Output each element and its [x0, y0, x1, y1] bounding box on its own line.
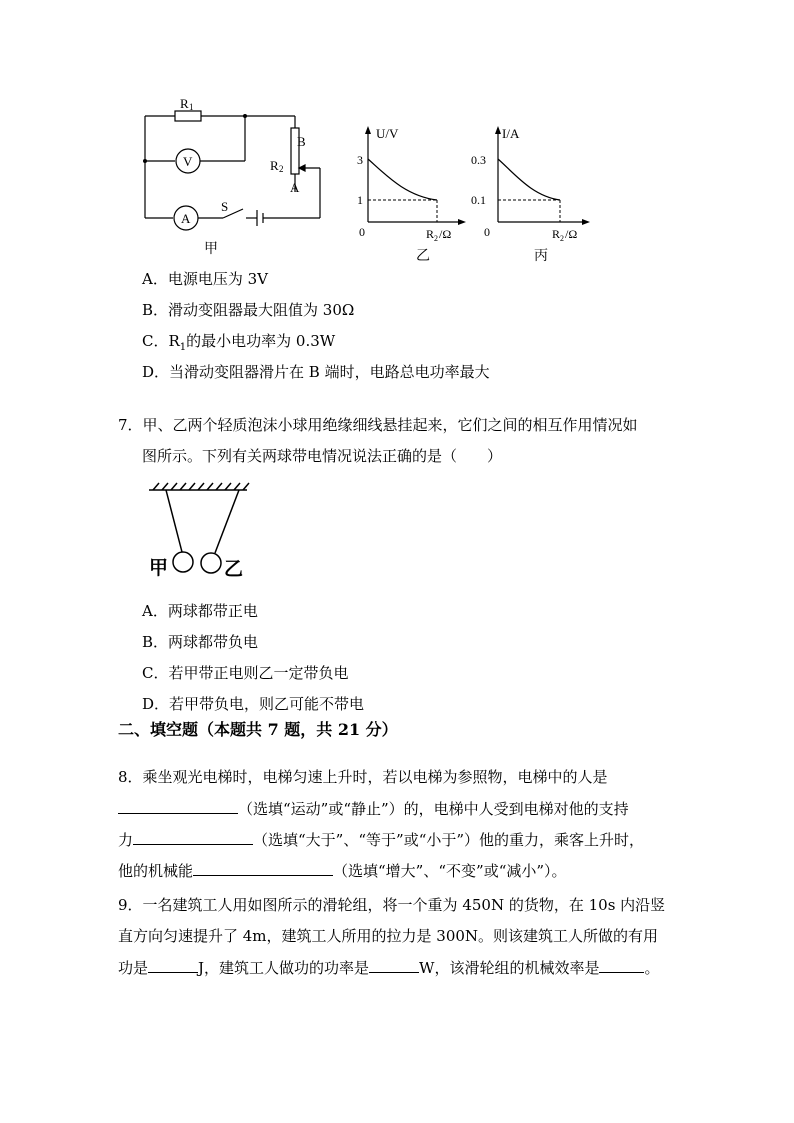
q8-blank-2[interactable] — [133, 829, 253, 845]
q9-blank-useful-work[interactable] — [148, 957, 198, 973]
svg-text:A: A — [181, 211, 191, 226]
q9-line2: 直方向匀速提升了 4m，建筑工人所用的拉力是 300N。则该建筑工人所做的有用 — [118, 927, 659, 945]
svg-text:1: 1 — [357, 193, 363, 207]
svg-text:2: 2 — [434, 234, 438, 243]
q6-option-a: A．电源电压为 3V — [142, 270, 268, 288]
ball-jia — [173, 552, 193, 572]
svg-text:0: 0 — [359, 225, 365, 239]
ball-yi — [201, 553, 221, 573]
svg-text:I/A: I/A — [502, 126, 520, 141]
q9-line3: 功是 J，建筑工人做功的功率是 W，该滑轮组的机械效率是 。 — [118, 959, 660, 977]
circuit-diagram — [130, 96, 330, 262]
q6-option-d: D．当滑动变阻器滑片在 B 端时，电路总电功率最大 — [142, 363, 490, 381]
svg-text:R: R — [426, 227, 435, 241]
q6-option-c: C．$R_1$的最小电功率为 0.3W — [142, 332, 336, 353]
curve-voltage — [368, 159, 437, 200]
q7-option-d: D．若甲带负电，则乙可能不带电 — [142, 695, 365, 713]
svg-text:2: 2 — [279, 164, 284, 174]
curve-current — [498, 159, 560, 200]
string-right — [215, 490, 239, 553]
q8-blank-3[interactable] — [193, 860, 333, 876]
svg-text:V: V — [183, 154, 193, 169]
svg-text:3: 3 — [357, 153, 363, 167]
svg-text:0.3: 0.3 — [471, 153, 486, 167]
q9-blank-efficiency[interactable] — [599, 957, 644, 973]
q7-stem-line1: 7．甲、乙两个轻质泡沫小球用绝缘细线悬挂起来，它们之间的相互作用情况如 — [118, 416, 638, 434]
resistor-r1 — [175, 111, 201, 121]
svg-text:0.1: 0.1 — [471, 193, 486, 207]
svg-text:R: R — [270, 158, 279, 173]
svg-text:/Ω: /Ω — [439, 227, 452, 241]
svg-text:2: 2 — [560, 234, 564, 243]
section-heading-fill-blank: 二、填空题（本题共 7 题，共 21 分） — [118, 720, 398, 739]
q7-option-b: B．两球都带负电 — [142, 633, 259, 651]
q6-option-b: B．滑动变阻器最大阻值为 30Ω — [142, 301, 355, 319]
string-left — [166, 490, 182, 552]
svg-text:U/V: U/V — [376, 126, 399, 141]
svg-text:丙: 丙 — [534, 249, 548, 264]
svg-text:乙: 乙 — [224, 559, 244, 580]
q8-line3: 力 （选填“大于”、“等于”或“小于”）他的重力，乘客上升时， — [118, 831, 645, 849]
svg-text:甲: 甲 — [204, 242, 218, 257]
svg-text:B: B — [297, 134, 306, 149]
svg-text:1: 1 — [189, 102, 194, 112]
svg-text:/Ω: /Ω — [565, 227, 578, 241]
svg-text:甲: 甲 — [149, 558, 169, 579]
svg-text:R: R — [552, 227, 561, 241]
q8-line1: 8．乘坐观光电梯时，电梯匀速上升时，若以电梯为参照物，电梯中的人是 — [118, 768, 608, 786]
svg-text:0: 0 — [484, 225, 490, 239]
graph-bing — [470, 124, 595, 264]
svg-text:R: R — [180, 96, 189, 111]
q7-option-a: A．两球都带正电 — [142, 602, 258, 620]
svg-text:S: S — [221, 199, 229, 214]
q7-option-c: C．若甲带正电则乙一定带负电 — [142, 664, 349, 682]
svg-text:乙: 乙 — [416, 249, 430, 264]
q8-line4: 他的机械能 （选填“增大”、“不变”或“减小”）。 — [118, 862, 567, 880]
q9-blank-power[interactable] — [369, 957, 419, 973]
q7-stem-line2: 图所示。下列有关两球带电情况说法正确的是（ ） — [142, 447, 503, 465]
graph-yi — [350, 124, 470, 264]
q8-blank-1[interactable] — [118, 798, 238, 814]
q8-line2: （选填“运动”或“静止”）的，电梯中人受到电梯对他的支持 — [118, 798, 629, 819]
svg-text:A: A — [290, 180, 300, 195]
q9-line1: 9．一名建筑工人用如图所示的滑轮组，将一个重为 450N 的货物，在 10s 内沿竖 — [118, 896, 666, 914]
hanging-balls-figure — [145, 482, 255, 582]
